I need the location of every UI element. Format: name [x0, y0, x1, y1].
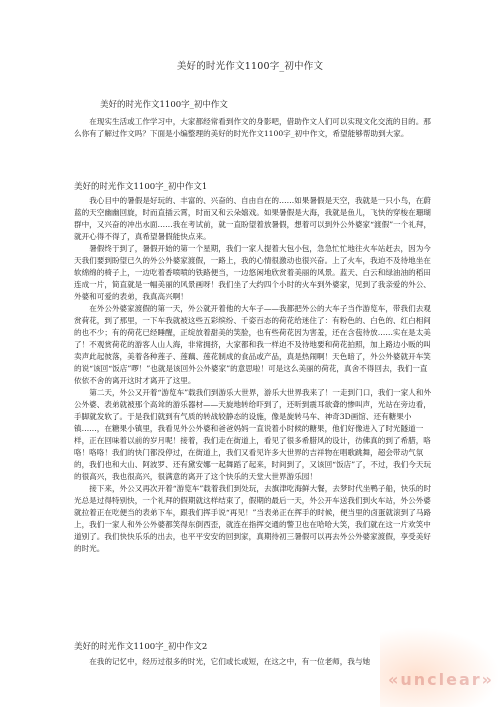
- section1-paragraph: 第二天，外公又开着“游览车”载我们到游乐大世界，游乐大世界我来了！一走到门口，我们一家人和外公外婆、表弟就被那个高耸的游乐器材——天旋地转给吓到了，还听到震耳欲聋的惨叫声，光站在旁边看，手脚就发软了。于是我们就到有气质的转战较静态的设施，像是旋转马车、神奇3D画馆、还有糖果小镇……，在糖果小镇里，我看见外公外婆和爸爸妈妈一直说着小时候的糖果，他们好像进入了时光隧道一样，正在回味着以前的岁月呢！接着，我们走在街道上，看见了很多希腊风的设计，彷佛真的到了希腊，咯咯！咯咯！我们的快门都没停过，在街道上，我们又看见许多大世界的吉祥物在唱歌跳舞，超会带动气氛的，我们也和大山、阿波罗、还有黛安娜一起舞蹈了起来，时间到了，又该回“饭店”了，不过，我们今天玩的很高兴，我也很高兴，很满意的离开了这个快乐的天堂大世界游乐园！: [74, 388, 432, 481]
- section2-paragraph: 在我的记忆中，经历过很多的时光，它们或长或短，在这之中，有一位老师，我与她: [89, 657, 371, 666]
- section1-paragraph: 接下来，外公又再次开着“游览车”载着我们到处玩，去旗津吃海鲜大餐，去梦时代坐鸭子船，快乐的时光总是过得特别快，一个礼拜的假期就这样结束了，假期的最后一天，外公开车送我们到火车站，外公外婆就拉着正在吃便当的表弟下车，跟我们挥手说“再见！”当表弟正在挥手的时候，便当里的卤蛋就滚到了马路上，我们一家人和外公外婆都笑得东倒西歪，就连在指挥交通的警卫也在哈哈大笑，我们就在这一片欢笑中道别了。我们快快乐乐的出去，也平平安安的回到家，真期待初三暑假可以再去外公外婆家渡假，享受美好的时光。: [74, 484, 432, 553]
- intro-paragraph: 在现实生活或工作学习中，大家都经常看到作文的身影吧，借助作文人们可以实现文化交流的目的。那么你有了解过作文吗？下面是小编整理的美好的时光作文1100字_初中作文，希望能够帮助到大家。: [74, 117, 431, 138]
- section1-paragraph: 我心目中的暑假是好玩的、丰富的、兴奋的、自由自在的……如果暑假是天空，我就是一只小鸟，在蔚蓝的天空幽幽回旋，时而直插云霄，时而又和云朵嬉戏。如果暑假是大海，我就是鱼儿，飞快的穿梭在珊瑚群中，又兴奋的冲出水面……我在考试前，就一直盼望着放暑假，想着可以到外公外婆家“渡假”一个礼拜，就开心得不得了，真希望暑假能快点来。: [74, 196, 432, 241]
- section1-paragraph: 在外公外婆家渡假的第一天，外公就开着他的大车子——我都把外公的大车子当作游览车，带我们去观赏荷花，到了那里，一下车我就被这些五彩缤纷、千姿百态的荷花给迷住了：有粉色的、白色的、红白相间的也不少；有的荷花已经睡醒，正绽放着甜美的笑脸，也有些荷花因为害羞，还在含苞待放……实在是太美了！不观赏荷花的游客人山人海，非常拥挤，大家都和我一样迫不及待地要和荷花拍照，加上路边小贩的叫卖声此起彼落，美着各种莲子、莲藕、莲花制成的食品或产品，真是热闹啊！天色暗了，外公外婆就开车笑的说“该回“饭店”啰！”也就是该回外公外婆家”的意思啦！可是这么美丽的荷花，真舍不得回去，我们一直依依不舍的离开这时才离开了这里。: [74, 304, 431, 385]
- watermark-text: «unclear»: [388, 670, 494, 689]
- section1-paragraph: 暑假终于到了，暑假开始的第一个星期，我们一家人提着大包小包，急急忙忙地往火车站赶去，因为今天我们要到盼望已久的外公外婆家渡假，一路上，我的心情很激动也很兴奋。上了火车，我迫不及待地坐在软绵绵的椅子上，一边吃着香喷喷的铁路便当，一边悠闲地欣赏着美丽的风景。蓝天、白云和绿油油的稻田连成一片，简直就是一幅美丽的风景画呀！我们坐了大约四个小时的火车到外婆家，见到了我亲爱的外公、外婆和可爱的表弟，我真高兴啊！: [74, 244, 431, 301]
- section1-heading: 美好的时光作文1100字_初中作文1: [74, 182, 208, 192]
- watermark-logo: [380, 627, 500, 707]
- intro-block: [74, 116, 432, 140]
- section1-body: [74, 195, 432, 555]
- document-title: 美好的时光作文1100字_初中作文: [176, 61, 324, 72]
- section2-body: [74, 656, 432, 668]
- section2-heading: 美好的时光作文1100字_初中作文2: [74, 642, 208, 652]
- document-subtitle: 美好的时光作文1100字_初中作文: [100, 100, 228, 110]
